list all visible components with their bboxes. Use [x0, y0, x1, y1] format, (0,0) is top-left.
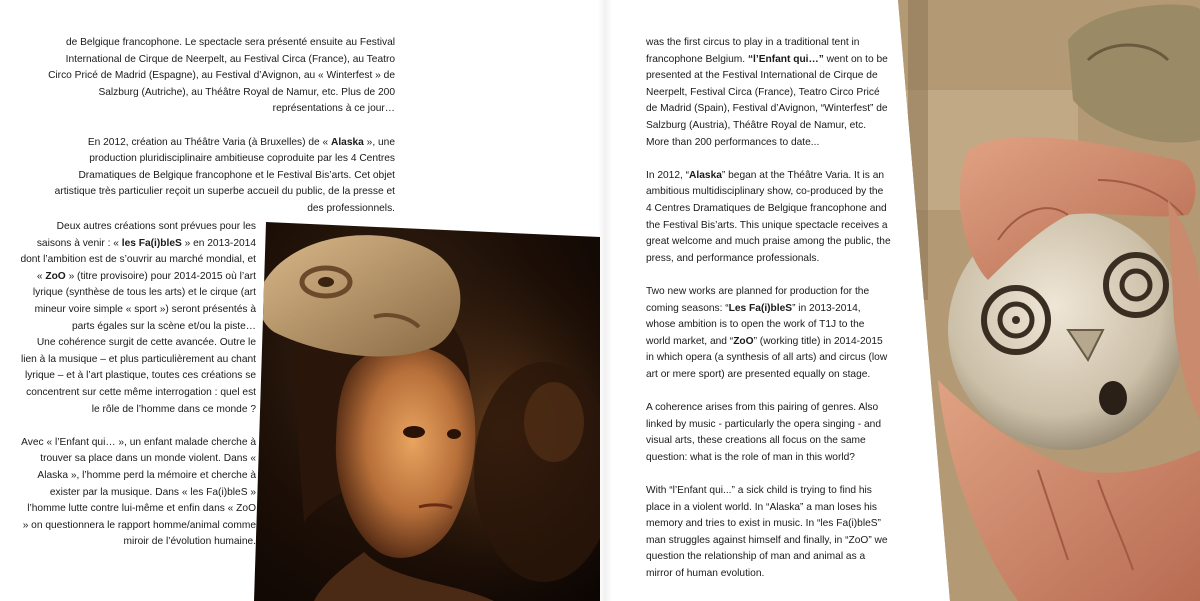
right-paragraph-alaska: In 2012, “Alaska” began at the Théâtre Varia. It is an ambitious multidisciplinary show, co-produced by the 4 Centres Dramatiques de Belgique francophone and the Festival Bis’arts. This unique spectacle receives a great welcome and much praise among the public, the press, and performance professionals. [646, 169, 891, 264]
left-paragraph-summary: Avec « l’Enfant qui… », un enfant malade cherche à trouver sa place dans un monde violent. Dans « Alaska », l’homme perd la mémoire et cherche à exister par la musique. Dans « les Fa(i)bleS » l’homme lutte contre lui-même et enfin dans « ZoO » on questionnera le rapport homme/animal comme miroir de l’évolution humaine. [21, 436, 256, 548]
right-paragraph-coherence: A coherence arises from this pairing of genres. Also linked by music - particularly the opera singing - and visual arts, these creations all focus on the same question: what is the role of man in this world? [646, 402, 881, 463]
alaska-title: Alaska [330, 136, 364, 148]
left-paragraph-alaska: En 2012, création au Théâtre Varia (à Bruxelles) de « Alaska », une production pluridisciplinaire ambitieuse coproduite par les 4 Centres Dramatiques de Belgique francophone et le Festival Bis’arts. Cet objet artistique très particulier reçoit un superbe accueil du public, de la presse et des professionnels. [54, 136, 395, 214]
performer-photo [254, 222, 600, 601]
fables-title: les Fa(i)bleS [121, 237, 182, 249]
right-paragraph-new-works: Two new works are planned for production for the coming seasons: “Les Fa(i)bleS” in 2013-2014, whose ambition is to open the work of T1J to the world market, and “ZoO” (working title) in 2014-2015 in which opera (a synthesis of all arts) and circus (low art or mere sport) are presented equally on stage. [646, 285, 888, 380]
enfant-qui-title: “l’Enfant qui…” [747, 53, 824, 65]
left-page-top-text [40, 35, 395, 218]
page-gutter [598, 0, 612, 601]
carved-face-photo [898, 0, 1200, 601]
zoo-title: ZoO [45, 270, 66, 282]
alaska-title-en: Alaska [689, 169, 722, 181]
left-paragraph-new-works: Deux autres créations sont prévues pour les saisons à venir : « les Fa(i)bleS » en 2013-2014 dont l’ambition est de s’ouvrir au marché mondial, et « ZoO » (titre provisoire) pour 2014-2015 où l’art lyrique (synthèse de tous les arts) et le cirque (art mineur voire simple « sport ») seront présentés à parts égales sur la scène et/ou la piste… [20, 221, 256, 332]
zoo-title-en: ZoO [733, 335, 754, 347]
left-paragraph-coherence: Une cohérence surgit de cette avancée. Outre le lien à la musique – et plus particulièrement au chant lyrique – et à l’art plastique, toutes ces créations se concentrent sur cette même interrogation : quel est le rôle de l’homme dans ce monde ? [20, 337, 256, 415]
right-paragraph-history: was the first circus to play in a traditional tent in francophone Belgium. “l’Enfant qui…” went on to be presented at the Festival International de Cirque de Neerpelt, Festival Circa (France), Teatro Circo Pricé de Madrid (Spain), Festival d’Avignon, “Winterfest” de Salzburg (Austria), Théâtre Royal de Namur, etc. More than 200 performances to date... [646, 37, 888, 148]
left-paragraph-festivals: de Belgique francophone. Le spectacle sera présenté ensuite au Festival International de Cirque de Neerpelt, au Festival Circa (France), au Teatro Circo Pricé de Madrid (Espagne), au Festival d’Avignon, au « Winterfest » de Salzburg (Autriche), au Théâtre Royal de Namur, etc. Plus de 200 représentations à ce jour… [48, 37, 395, 115]
right-paragraph-summary: With “l’Enfant qui...” a sick child is trying to find his place in a violent world. In “Alaska” a man loses his memory and tries to exist in music. In “les Fa(i)bleS” man struggles against himself and finally, in “ZoO” we question the relationship of man and animal as a mirror of human evolution. [646, 485, 888, 579]
right-page-text [646, 35, 891, 583]
carved-face-illustration [898, 0, 1200, 601]
fables-title-en: Les Fa(i)bleS [728, 302, 793, 314]
performer-illustration [254, 222, 600, 601]
left-page-column-text [20, 219, 256, 551]
